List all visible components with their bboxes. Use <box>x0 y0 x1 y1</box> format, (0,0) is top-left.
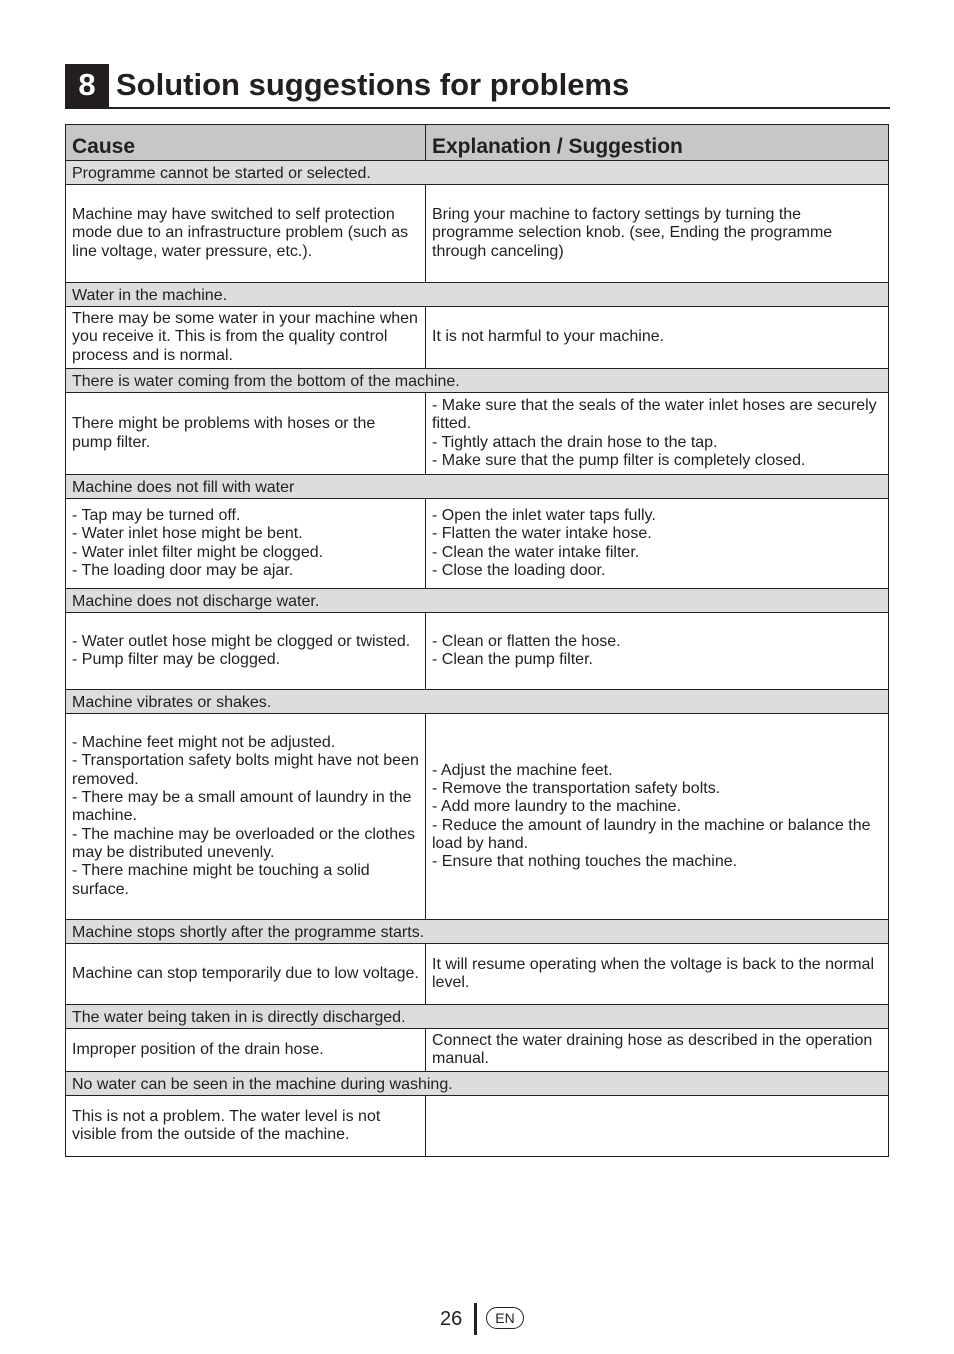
problem-title: Water in the machine. <box>66 283 889 307</box>
suggestion-line: - Add more laundry to the machine. <box>432 798 682 816</box>
cause-line: There might be problems with hoses or the pump filter. <box>72 415 376 451</box>
suggestion-line: - Make sure that the seals of the water inlet hoses are securely fitted. <box>432 396 877 433</box>
suggestion-cell <box>426 393 889 475</box>
solution-row <box>66 714 889 920</box>
problem-row <box>66 1072 889 1096</box>
page-number: 26 <box>440 1308 463 1330</box>
suggestion-line: - Clean the pump filter. <box>432 651 593 668</box>
suggestion-line: - Close the loading door. <box>432 561 606 579</box>
language-badge: EN <box>486 1307 524 1329</box>
suggestion-line: - Remove the transportation safety bolts. <box>432 779 721 797</box>
section-number-badge: 8 <box>65 64 109 107</box>
table-header-row <box>66 125 889 161</box>
problem-title: Machine does not fill with water <box>66 475 889 499</box>
problem-row <box>66 161 889 185</box>
footer-divider <box>474 1303 477 1335</box>
cause-line: - There machine might be touching a solid surface. <box>72 862 370 898</box>
suggestion-cell <box>426 307 889 369</box>
problem-title: Machine vibrates or shakes. <box>66 690 889 714</box>
solution-row <box>66 1096 889 1157</box>
problem-row <box>66 283 889 307</box>
cause-cell <box>66 613 426 690</box>
cause-cell <box>66 307 426 369</box>
suggestion-line: Connect the water draining hose as described in the operation manual. <box>432 1031 873 1067</box>
suggestion-line: - Ensure that nothing touches the machine. <box>432 853 738 871</box>
solution-row <box>66 307 889 369</box>
problem-title: Machine does not discharge water. <box>66 589 889 613</box>
section-heading <box>65 64 890 109</box>
cause-line: There may be some water in your machine when you receive it. This is from the quality control process and is normal. <box>72 310 418 364</box>
suggestion-line: It will resume operating when the voltage is back to the normal level. <box>432 955 875 991</box>
cause-line: - The machine may be overloaded or the clothes may be distributed unevenly. <box>72 825 416 861</box>
suggestion-line: Bring your machine to factory settings by turning the programme selection knob. (see, Ending the programme through canceling) <box>432 206 833 260</box>
section-title: Solution suggestions for problems <box>116 67 630 102</box>
cause-cell <box>66 944 426 1005</box>
problem-title: Programme cannot be started or selected. <box>66 161 889 185</box>
cause-line: Improper position of the drain hose. <box>72 1040 324 1058</box>
suggestion-line: - Adjust the machine feet. <box>432 761 613 779</box>
cause-line: Machine may have switched to self protection mode due to an infrastructure problem (such as line voltage, water pressure, etc.). <box>72 206 409 260</box>
cause-line: Machine can stop temporarily due to low voltage. <box>72 964 419 982</box>
suggestion-cell <box>426 714 889 920</box>
cause-line: - The loading door may be ajar. <box>72 561 294 579</box>
suggestion-line: It is not harmful to your machine. <box>432 328 665 346</box>
solution-row <box>66 499 889 589</box>
column-header-suggestion: Explanation / Suggestion <box>426 125 889 161</box>
suggestion-line: - Open the inlet water taps fully. <box>432 506 656 524</box>
suggestion-cell <box>426 1029 889 1072</box>
column-header-cause: Cause <box>66 125 426 161</box>
solution-row <box>66 393 889 475</box>
problem-row <box>66 690 889 714</box>
solution-row <box>66 944 889 1005</box>
problem-row <box>66 475 889 499</box>
cause-cell <box>66 1029 426 1072</box>
problem-title: Machine stops shortly after the programme starts. <box>66 920 889 944</box>
suggestion-line: - Flatten the water intake hose. <box>432 525 652 543</box>
cause-cell <box>66 499 426 589</box>
solution-row <box>66 185 889 283</box>
cause-cell <box>66 1096 426 1157</box>
problem-row <box>66 369 889 393</box>
suggestion-cell <box>426 185 889 283</box>
cause-cell <box>66 185 426 283</box>
cause-line: - Water inlet filter might be clogged. <box>72 543 324 561</box>
cause-line: - There may be a small amount of laundry in the machine. <box>72 789 412 825</box>
cause-line: - Pump filter may be clogged. <box>72 651 281 668</box>
suggestion-cell <box>426 499 889 589</box>
problem-title: There is water coming from the bottom of the machine. <box>66 369 889 393</box>
suggestion-line: - Tightly attach the drain hose to the tap. <box>432 433 718 451</box>
cause-line: - Machine feet might not be adjusted. <box>72 734 336 752</box>
problem-row <box>66 589 889 613</box>
suggestion-cell <box>426 613 889 690</box>
suggestion-line: - Clean the water intake filter. <box>432 543 640 561</box>
cause-line: - Transportation safety bolts might have not been removed. <box>72 752 419 788</box>
suggestion-line: - Clean or flatten the hose. <box>432 632 621 650</box>
cause-line: This is not a problem. The water level is not visible from the outside of the machine. <box>72 1107 381 1143</box>
suggestion-cell <box>426 1096 889 1157</box>
problem-title: No water can be seen in the machine during washing. <box>66 1072 889 1096</box>
problem-row <box>66 920 889 944</box>
suggestion-line: - Make sure that the pump filter is completely closed. <box>432 451 806 469</box>
cause-line: - Tap may be turned off. <box>72 506 241 524</box>
suggestion-cell <box>426 944 889 1005</box>
cause-line: - Water outlet hose might be clogged or twisted. <box>72 632 411 650</box>
troubleshooting-table <box>65 124 889 1157</box>
suggestion-line: - Reduce the amount of laundry in the machine or balance the load by hand. <box>432 816 871 852</box>
solution-row <box>66 613 889 690</box>
cause-cell <box>66 393 426 475</box>
problem-row <box>66 1005 889 1029</box>
solution-row <box>66 1029 889 1072</box>
cause-cell <box>66 714 426 920</box>
cause-line: - Water inlet hose might be bent. <box>72 525 303 543</box>
problem-title: The water being taken in is directly discharged. <box>66 1005 889 1029</box>
